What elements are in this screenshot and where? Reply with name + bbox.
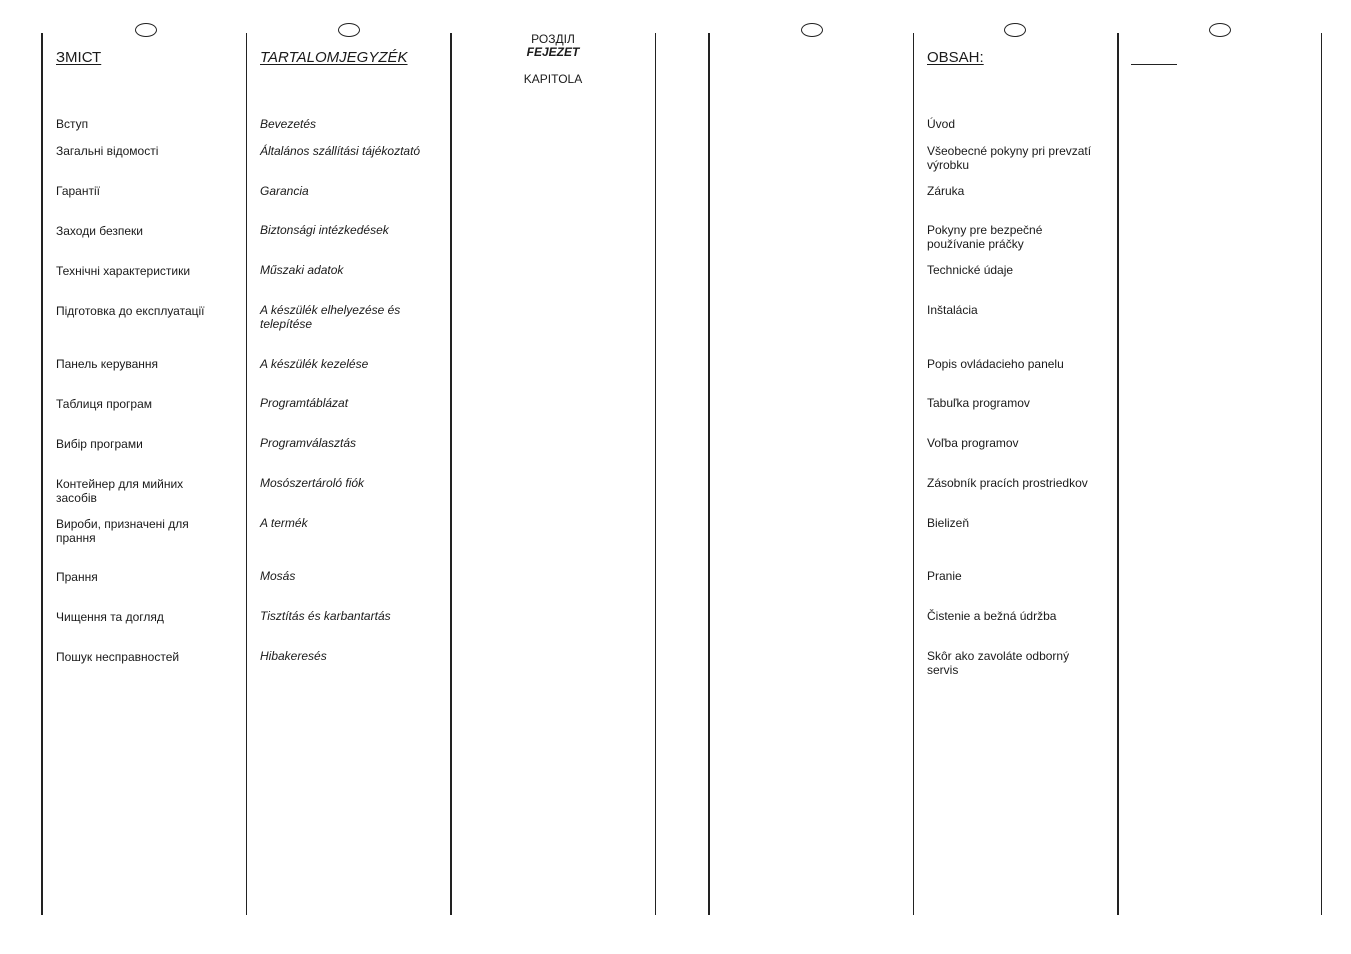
language-oval-marker (135, 23, 157, 37)
list-item: Mosás (260, 569, 296, 583)
list-item: Všeobecné pokyny pri prevzatí výrobku (927, 144, 1092, 172)
column-divider (450, 33, 452, 915)
list-item: Таблиця програм (56, 397, 153, 411)
list-item: Контейнер для мийних засобів (56, 477, 184, 505)
list-item: A készülék elhelyezése és telepítése (260, 303, 401, 331)
chapter-label-ukrainian: РОЗДІЛ (531, 32, 575, 46)
list-item: Skôr ako zavoláte odborný servis (927, 649, 1070, 677)
list-item: Bevezetés (260, 117, 317, 131)
column-divider (246, 33, 247, 915)
list-item: Zásobník pracích prostriedkov (927, 476, 1088, 490)
list-item: Garancia (260, 184, 309, 198)
list-item: Загальні відомості (56, 144, 159, 158)
language-oval-marker (1004, 23, 1026, 37)
list-item: Inštalácia (927, 303, 978, 317)
list-item: Tisztítás és karbantartás (260, 609, 391, 623)
list-item: Вступ (56, 117, 89, 131)
language-oval-marker (1209, 23, 1231, 37)
chapter-label-hungarian: FEJEZET (526, 45, 580, 59)
list-item: Чищення та догляд (56, 610, 164, 624)
list-item: Pokyny pre bezpečné používanie práčky (927, 223, 1043, 251)
list-item: Popis ovládacieho panelu (927, 357, 1064, 371)
list-item: Технічні характеристики (56, 264, 191, 278)
column-divider (708, 33, 710, 915)
list-item: Technické údaje (927, 263, 1014, 277)
list-item: Čistenie a bežná údržba (927, 609, 1057, 623)
list-item: Pranie (927, 569, 962, 583)
list-item: Záruka (927, 184, 965, 198)
list-item: Műszaki adatok (260, 263, 344, 277)
list-item: Заходи безпеки (56, 224, 144, 238)
list-item: Mosószertároló fiók (260, 476, 365, 490)
list-item: Панель керування (56, 357, 159, 371)
list-item: A termék (260, 516, 308, 530)
list-item: Вироби, призначені для прання (56, 517, 189, 545)
contents-heading-ukrainian: ЗМІСТ (56, 49, 102, 66)
column-divider (1321, 33, 1322, 915)
list-item: Úvod (927, 117, 956, 131)
language-oval-marker (338, 23, 360, 37)
column-divider (913, 33, 914, 915)
language-oval-marker (801, 23, 823, 37)
list-item: A készülék kezelése (260, 357, 369, 371)
column-divider (1117, 33, 1119, 915)
list-item: Általános szállítási tájékoztató (260, 144, 421, 158)
contents-heading-hungarian: TARTALOMJEGYZÉK (260, 49, 408, 66)
chapter-label-slovak: KAPITOLA (523, 72, 583, 86)
list-item: Гарантії (56, 184, 100, 198)
list-item: Підготовка до експлуатації (56, 304, 205, 318)
list-item: Voľba programov (927, 436, 1019, 450)
contents-heading-slovak: OBSAH: (927, 49, 984, 66)
list-item: Hibakeresés (260, 649, 327, 663)
column-divider (655, 33, 656, 915)
column-divider (41, 33, 43, 915)
blank-underline (1131, 64, 1177, 65)
list-item: Biztonsági intézkedések (260, 223, 389, 237)
list-item: Вибір програми (56, 437, 143, 451)
list-item: Прання (56, 570, 98, 584)
list-item: Tabuľka programov (927, 396, 1030, 410)
list-item: Пошук несправностей (56, 650, 180, 664)
list-item: Bielizeň (927, 516, 970, 530)
list-item: Programtáblázat (260, 396, 349, 410)
list-item: Programválasztás (260, 436, 357, 450)
